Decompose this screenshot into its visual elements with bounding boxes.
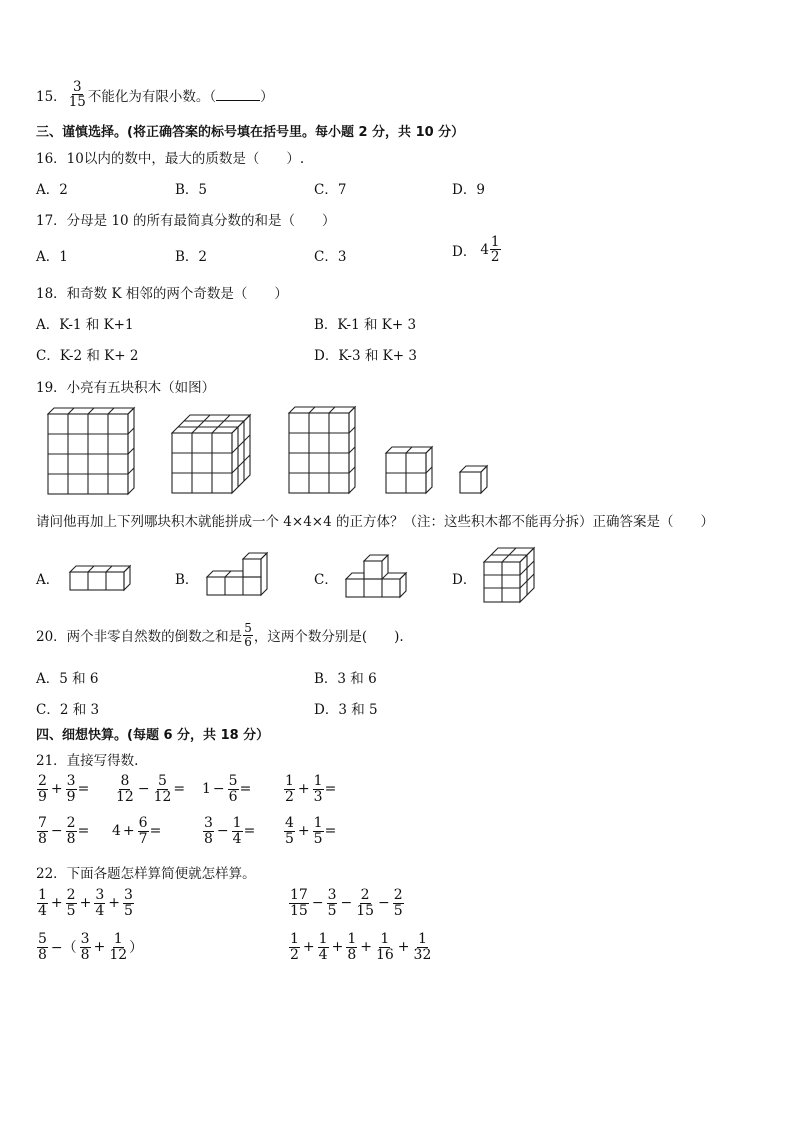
option-d[interactable]: D．3 和 5 bbox=[314, 702, 378, 718]
q16-text: 16．10以内的数中，最大的质数是（ ）. bbox=[36, 151, 305, 167]
option-d[interactable]: D． 4 $\frac{1}{2}$ bbox=[452, 234, 500, 266]
q19-question: 请问他再加上下列哪块积木就能拼成一个 4×4×4 的正方体？（注：这些积木都不能再分拆）正确答案是（ ） bbox=[36, 514, 714, 530]
option-a[interactable]: A．K-1 和 K+1 bbox=[36, 317, 134, 333]
expr-6: 4 + $\frac{6}{7}$ = bbox=[112, 815, 162, 847]
q22-expr-2: $\frac{17}{15}$ − $\frac{3}{5}$ − $\frac{2}{15}$ − $\frac{2}{5}$ bbox=[290, 887, 403, 919]
expr-1: $\frac{2}{9}$ + $\frac{3}{9}$ = bbox=[38, 773, 90, 805]
block-3 bbox=[289, 407, 355, 493]
section-3-heading: 三、谨慎选择。(将正确答案的标号填在括号里。每小题 2 分，共 10 分） bbox=[36, 125, 465, 140]
block-1 bbox=[48, 408, 134, 494]
option-a[interactable]: A．2 bbox=[36, 182, 68, 198]
option-a[interactable]: A． bbox=[36, 572, 60, 588]
option-c-block bbox=[346, 555, 406, 597]
section-4-heading: 四、细想快算。(每题 6 分，共 18 分） bbox=[36, 728, 270, 743]
option-b-block bbox=[207, 553, 267, 595]
option-a[interactable]: A．5 和 6 bbox=[36, 671, 99, 687]
q22-text: 22．下面各题怎样算简便就怎样算。 bbox=[36, 866, 256, 882]
expr-2: $\frac{8}{12}$ − $\frac{5}{12}$ = bbox=[116, 773, 186, 805]
option-c[interactable]: C．2 和 3 bbox=[36, 702, 100, 718]
block-5 bbox=[460, 466, 487, 493]
option-c[interactable]: C．K-2 和 K+ 2 bbox=[36, 348, 139, 364]
q22-expr-1: $\frac{1}{4}$ + $\frac{2}{5}$ + $\frac{3}{4}$ + $\frac{3}{5}$ bbox=[38, 887, 133, 919]
expr-4: $\frac{1}{2}$ + $\frac{1}{3}$ = bbox=[285, 773, 337, 805]
q19-text: 19．小亮有五块积木（如图） bbox=[36, 380, 216, 396]
option-c[interactable]: C．7 bbox=[314, 182, 347, 198]
option-b[interactable]: B． bbox=[175, 572, 199, 588]
block-4 bbox=[386, 447, 432, 493]
option-c[interactable]: C． bbox=[314, 572, 338, 588]
expr-3: 1 − $\frac{5}{6}$ = bbox=[202, 773, 252, 805]
expr-8: $\frac{4}{5}$ + $\frac{1}{5}$ = bbox=[285, 815, 337, 847]
expr-5: $\frac{7}{8}$ − $\frac{2}{8}$ = bbox=[38, 815, 90, 847]
q15: 15． $\frac{3}{15}$ 不能化为有限小数。（ ） bbox=[36, 79, 274, 111]
option-d[interactable]: D．K-3 和 K+ 3 bbox=[314, 348, 417, 364]
option-d[interactable]: D．9 bbox=[452, 182, 485, 198]
option-b[interactable]: B．2 bbox=[175, 249, 208, 265]
q17-text: 17．分母是 10 的所有最简真分数的和是（ ） bbox=[36, 213, 336, 229]
option-a-block bbox=[70, 566, 130, 590]
option-b[interactable]: B．3 和 6 bbox=[314, 671, 377, 687]
expr-7: $\frac{3}{8}$ − $\frac{1}{4}$ = bbox=[204, 815, 256, 847]
q22-expr-4: $\frac{1}{2}$ + $\frac{1}{4}$ + $\frac{1}{8}$ + $\frac{1}{16}$ + $\frac{1}{32}$ bbox=[290, 931, 432, 963]
option-b[interactable]: B．K-1 和 K+ 3 bbox=[314, 317, 417, 333]
block-2 bbox=[172, 415, 250, 493]
option-a[interactable]: A．1 bbox=[36, 249, 68, 265]
fraction: $\frac{3}{15}$ bbox=[68, 79, 86, 111]
q21-text: 21．直接写得数. bbox=[36, 753, 139, 769]
option-d[interactable]: D． bbox=[452, 572, 477, 588]
q22-expr-3: $\frac{5}{8}$ −（ $\frac{3}{8}$ + $\frac{1}{12}$ ） bbox=[38, 931, 144, 963]
option-c[interactable]: C．3 bbox=[314, 249, 347, 265]
option-d-block bbox=[484, 548, 534, 602]
option-b[interactable]: B．5 bbox=[175, 182, 208, 198]
q20: 20．两个非零自然数的倒数之和是 $\frac{5}{6}$ ，这两个数分别是( ). bbox=[36, 621, 404, 649]
q18-text: 18．和奇数 K 相邻的两个奇数是（ ） bbox=[36, 286, 288, 302]
